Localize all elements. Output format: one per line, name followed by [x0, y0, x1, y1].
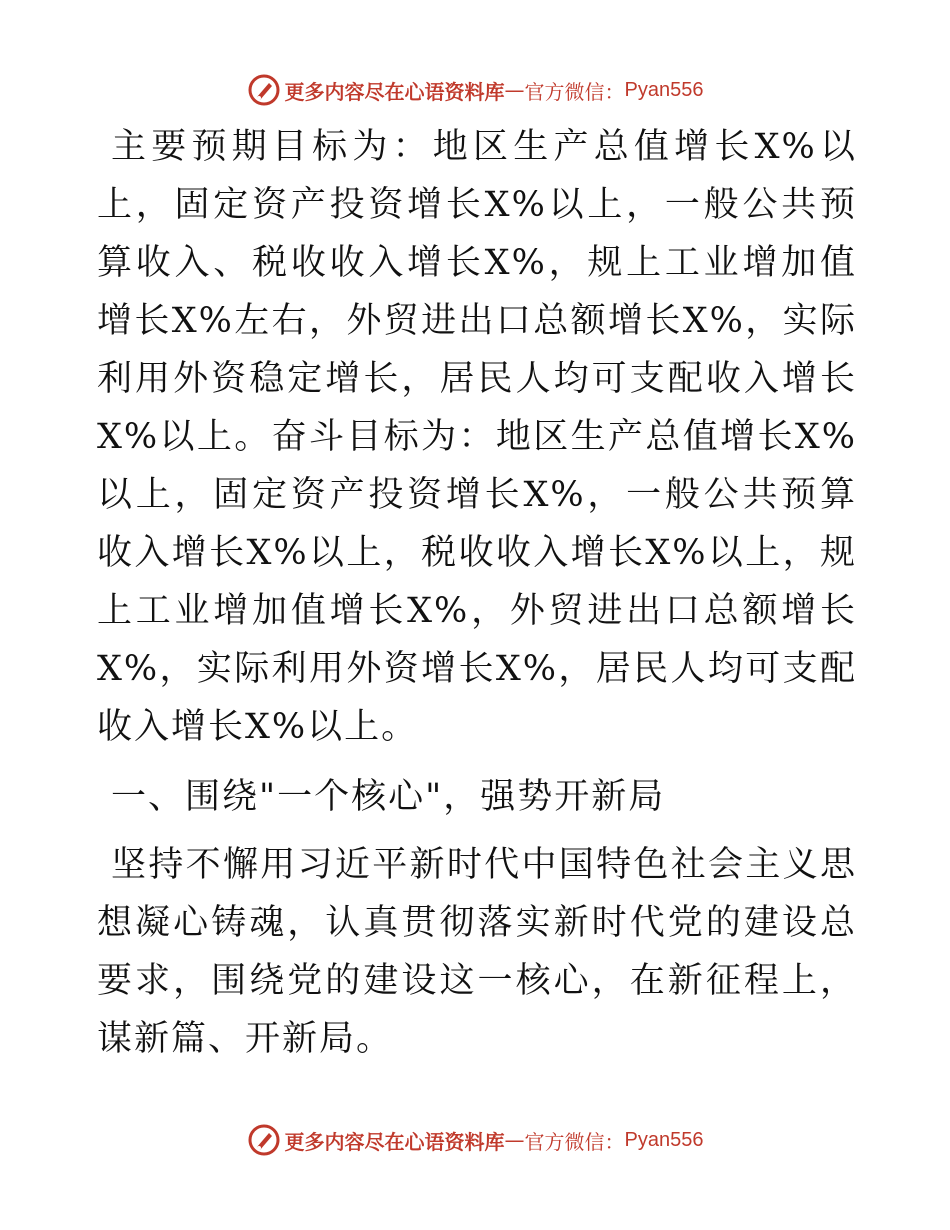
document-body [97, 118, 857, 1068]
watermark-separator: — [504, 78, 525, 102]
pen-nib-circle-icon [247, 1123, 281, 1157]
watermark-wechat-id: Pyan556 [624, 78, 704, 101]
watermark-main-text: 更多内容尽在心语资料库 [284, 1129, 505, 1154]
watermark-sub-text: 官方微信： [524, 1129, 625, 1154]
paragraph-targets: 主要预期目标为：地区生产总值增长X%以上，固定资产投资增长X%以上，一般公共预算收入、税收收入增长X%，规上工业增加值增长X%左右，外贸进出口总额增长X%，实际利用外资稳定增长，居民人均可支配收入增长X%以上。奋斗目标为：地区生产总值增长X%以上，固定资产投资增长X%，一般公共预算收入增长X%以上，税收收入增长X%以上，规上工业增加值增长X%，外贸进出口总额增长X%，实际利用外资增长X%，居民人均可支配收入增长X%以上。 [97, 127, 857, 747]
watermark-separator: — [504, 1128, 525, 1152]
watermark-sub-text: 官方微信： [524, 79, 625, 104]
section-heading: 一、围绕"一个核心"，强势开新局 [111, 777, 666, 817]
paragraph-core: 坚持不懈用习近平新时代中国特色社会主义思想凝心铸魂，认真贯彻落实新时代党的建设总要求，围绕党的建设这一核心，在新征程上，谋新篇、开新局。 [97, 845, 857, 1059]
pen-nib-circle-icon [247, 73, 281, 107]
watermark-footer [0, 1120, 950, 1160]
watermark-header [0, 70, 950, 110]
watermark-wechat-id: Pyan556 [624, 1128, 704, 1151]
watermark-main-text: 更多内容尽在心语资料库 [284, 79, 505, 104]
